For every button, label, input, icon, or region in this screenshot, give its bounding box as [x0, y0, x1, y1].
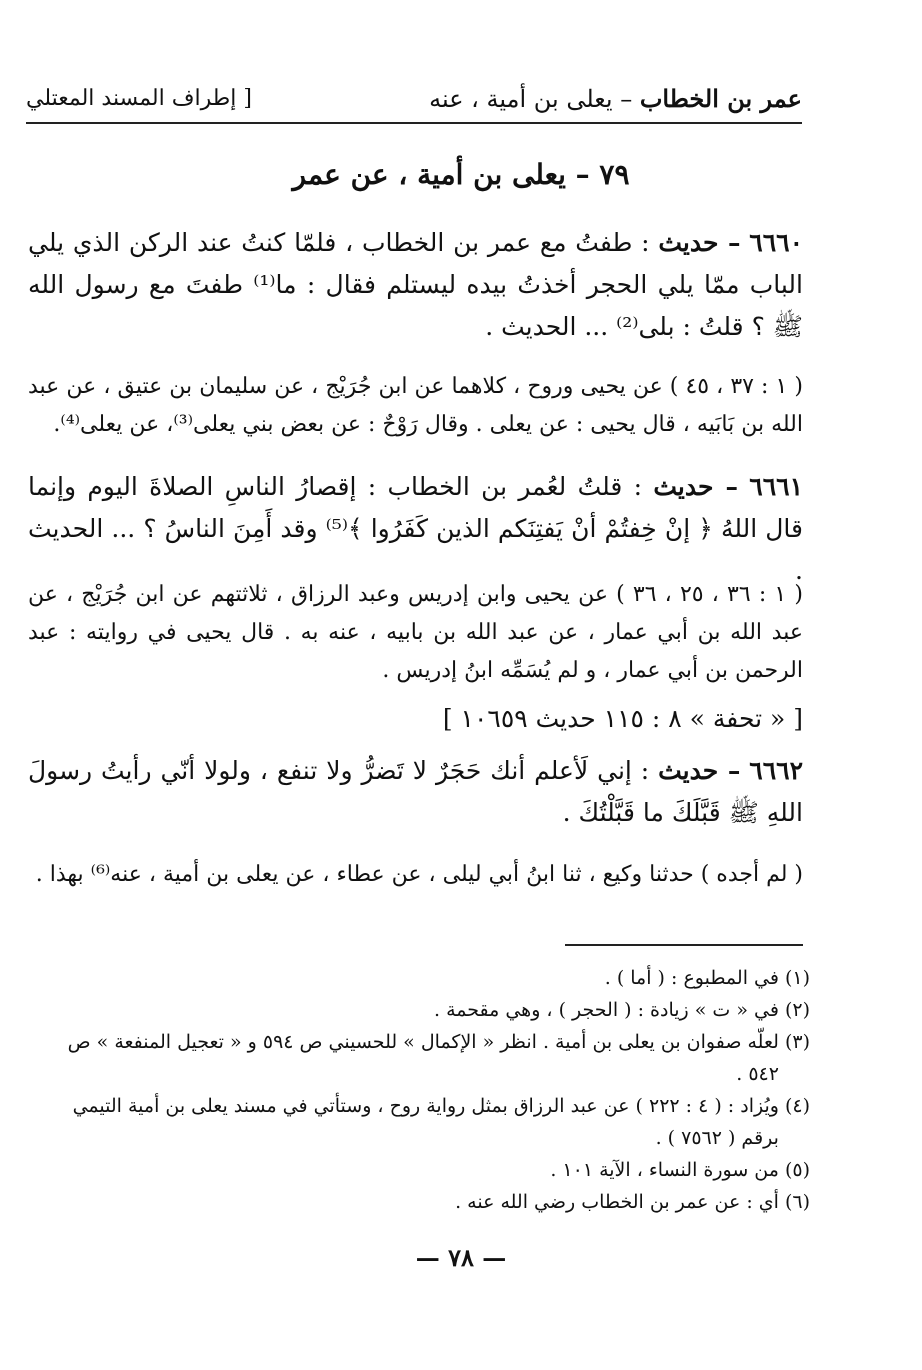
chapter-title: ٧٩ – يعلى بن أمية ، عن عمر — [292, 158, 630, 191]
hadith-6661 — [28, 466, 803, 592]
tuhfa-reference — [28, 704, 803, 733]
header-title-bold: عمر بن الخطاب — [639, 84, 802, 113]
footnotes — [60, 962, 810, 1218]
header-title-rest: – يعلى بن أمية ، عنه — [429, 85, 640, 113]
footnote-item — [60, 1026, 810, 1090]
footnote-number: (٦) — [784, 1191, 810, 1213]
hadith-6660 — [28, 222, 803, 348]
hadith-text: : طفتُ مع عمر بن الخطاب ، فلمّا كنتُ عند الركن الذي يلي الباب ممّا يلي الحجر أخذتُ بيده ليستلم فقال : ما⁽¹⁾ طفتَ مع رسول الله ﷺ ؟ قلتُ : بلى⁽²⁾ ... الحديث . — [28, 228, 803, 341]
footnote-text: لعلّه صفوان بن يعلى بن أمية . انظر « الإكمال » للحسيني ص ٥٩٤ و « تعجيل المنفعة » ص ٥٤٢ . — [67, 1031, 779, 1085]
footnote-text: من سورة النساء ، الآية ١٠١ . — [550, 1159, 779, 1181]
footnote-text: أي : عن عمر بن الخطاب رضي الله عنه . — [455, 1191, 779, 1213]
header-book-name: [ إطراف المسند المعتلي — [26, 86, 252, 111]
footnote-item — [60, 994, 810, 1026]
hadith-number: ٦٦٦٠ — [749, 228, 803, 257]
footnote-text: ويُزاد : ( ٤ : ٢٢٢ ) عن عبد الرزاق بمثل رواية روح ، وستأتي في مسند يعلى بن أمية التيمي برقم ( ٧٥٦٢ ) . — [72, 1095, 779, 1149]
footnote-item — [60, 962, 810, 994]
footnote-item — [60, 1090, 810, 1154]
hadith-label: – حديث — [658, 756, 741, 785]
footnote-number: (٢) — [784, 999, 810, 1021]
isnad-text: ( لم أجده ) حدثنا وكيع ، ثنا ابنُ أبي ليلى ، عن عطاء ، عن يعلى بن أمية ، عنه⁽⁶⁾ بهذا . — [35, 862, 803, 887]
footnote-number: (٣) — [784, 1031, 810, 1053]
isnad-6661 — [28, 576, 803, 690]
isnad-6660 — [28, 368, 803, 444]
isnad-6662 — [28, 856, 803, 894]
hadith-6662 — [28, 750, 803, 834]
isnad-text: ( ١ : ٣٦ ، ٢٥ ، ٣٦ ) عن يحيى وابن إدريس وعبد الرزاق ، ثلاثتهم عن ابن جُرَيْج ، عن عبد الله بن أبي عمار ، عن عبد الله بن بابيه ، عنه به . قال يحيى في روايته : عبد الرحمن بن أبي عمار ، و لم يُسَمِّه ابنُ إدريس . — [28, 582, 803, 683]
hadith-text: : قلتُ لعُمر بن الخطاب : إقصارُ الناسِ الصلاةَ اليوم وإنما قال اللهُ ﴿ إنْ خِفتُمْ أنْ يَفتِنَكم الذين كَفَرُوا ﴾⁽⁵⁾ وقد أَمِنَ الناسُ ؟ ... الحديث . — [28, 472, 803, 585]
hadith-number: ٦٦٦٢ — [749, 756, 803, 785]
page-number: — ٧٨ — — [415, 1243, 507, 1272]
footnote-number: (٥) — [784, 1159, 810, 1181]
hadith-label: – حديث — [653, 472, 738, 501]
footnote-text: في المطبوع : ( أما ) . — [604, 967, 779, 989]
hadith-number: ٦٦٦١ — [749, 472, 804, 501]
isnad-text: ( ١ : ٣٧ ، ٤٥ ) عن يحيى وروح ، كلاهما عن ابن جُرَيْج ، عن سليمان بن عتيق ، عن عبد الله بن بَابَيه ، قال يحيى : عن يعلى . وقال رَوْحٌ : عن بعض بني يعلى⁽³⁾، عن يعلى⁽⁴⁾. — [28, 374, 803, 437]
hadith-text: : إني لَأعلم أنك حَجَرٌ لا تَضرُّ ولا تنفع ، ولولا أنّي رأيتُ رسولَ اللهِ ﷺ قَبَّلَكَ ما قَبَّلْتُكَ . — [28, 756, 803, 827]
footnote-number: (٤) — [784, 1095, 810, 1117]
footnote-item — [60, 1154, 810, 1186]
footnote-text: في « ت » زيادة : ( الحجر ) ، وهي مقحمة . — [434, 999, 779, 1021]
footnote-separator — [565, 944, 803, 946]
header-title — [429, 84, 802, 113]
tuhfa-ref-text: [ « تحفة » ٨ : ١١٥ حديث ١٠٦٥٩ ] — [442, 704, 803, 733]
footnote-item — [60, 1186, 810, 1218]
footnote-number: (١) — [784, 967, 810, 989]
hadith-label: – حديث — [658, 228, 741, 257]
running-header — [26, 80, 802, 124]
